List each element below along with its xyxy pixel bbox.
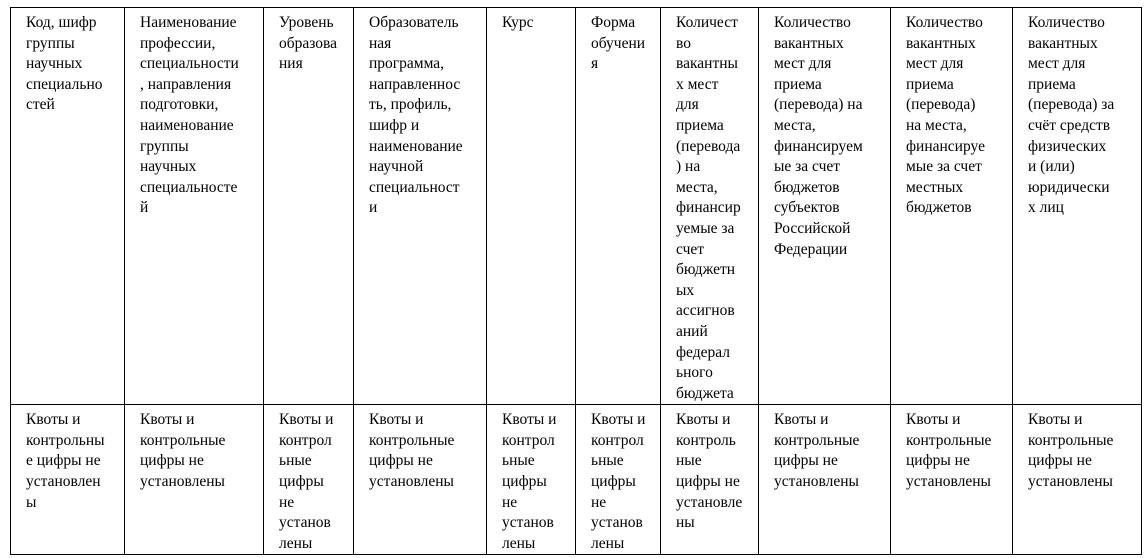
table-cell: Квоты и контрольные цифры не установлены	[891, 405, 1013, 555]
header-row	[11, 8, 1142, 405]
table-cell: Квоты и контрольные цифры не установлены	[1013, 405, 1142, 555]
header-cell-code: Код, шифр группы научных специально стей	[11, 8, 125, 405]
table-cell: Квоты и контрольные цифры не установлены	[125, 405, 264, 555]
table-cell: Квоты и контрольные цифры не установлены	[354, 405, 487, 555]
header-cell-form: Форма обучени я	[576, 8, 661, 405]
header-cell-level: Уровень образова ния	[264, 8, 354, 405]
header-cell-program: Образователь ная программа, направленнос ть, профиль, шифр и наименование научной специальност и	[354, 8, 487, 405]
header-cell-course: Курс	[487, 8, 576, 405]
table-row	[11, 405, 1142, 555]
table-cell: Квоты и контрол ьные цифры не установ лены	[487, 405, 576, 555]
header-cell-federal: Количест во вакантны х мест для приема (перевода ) на места, финансир уемые за счет бюджетн ых ассигнов аний федерал ьного бюджета	[661, 8, 759, 405]
header-cell-name: Наименование профессии, специальности , направления подготовки, наименование группы научных специальносте й	[125, 8, 264, 405]
table-cell: Квоты и контрольны е цифры не установлен ы	[11, 405, 125, 555]
table-cell: Квоты и контрольные цифры не установлены	[759, 405, 891, 555]
table-cell: Квоты и контрол ьные цифры не установ лены	[264, 405, 354, 555]
table-cell: Квоты и контроль ные цифры не установле ны	[661, 405, 759, 555]
header-cell-regional: Количество вакантных мест для приема (перевода) на места, финансируем ые за счет бюджетов субъектов Российской Федерации	[759, 8, 891, 405]
header-cell-local: Количество вакантных мест для приема (перевода) на места, финансируе мые за счет местных бюджетов	[891, 8, 1013, 405]
table-cell: Квоты и контрол ьные цифры не установ лены	[576, 405, 661, 555]
header-cell-paid: Количество вакантных мест для приема (перевода) за счёт средств физических и (или) юридически х лиц	[1013, 8, 1142, 405]
vacancies-table	[10, 7, 1142, 555]
